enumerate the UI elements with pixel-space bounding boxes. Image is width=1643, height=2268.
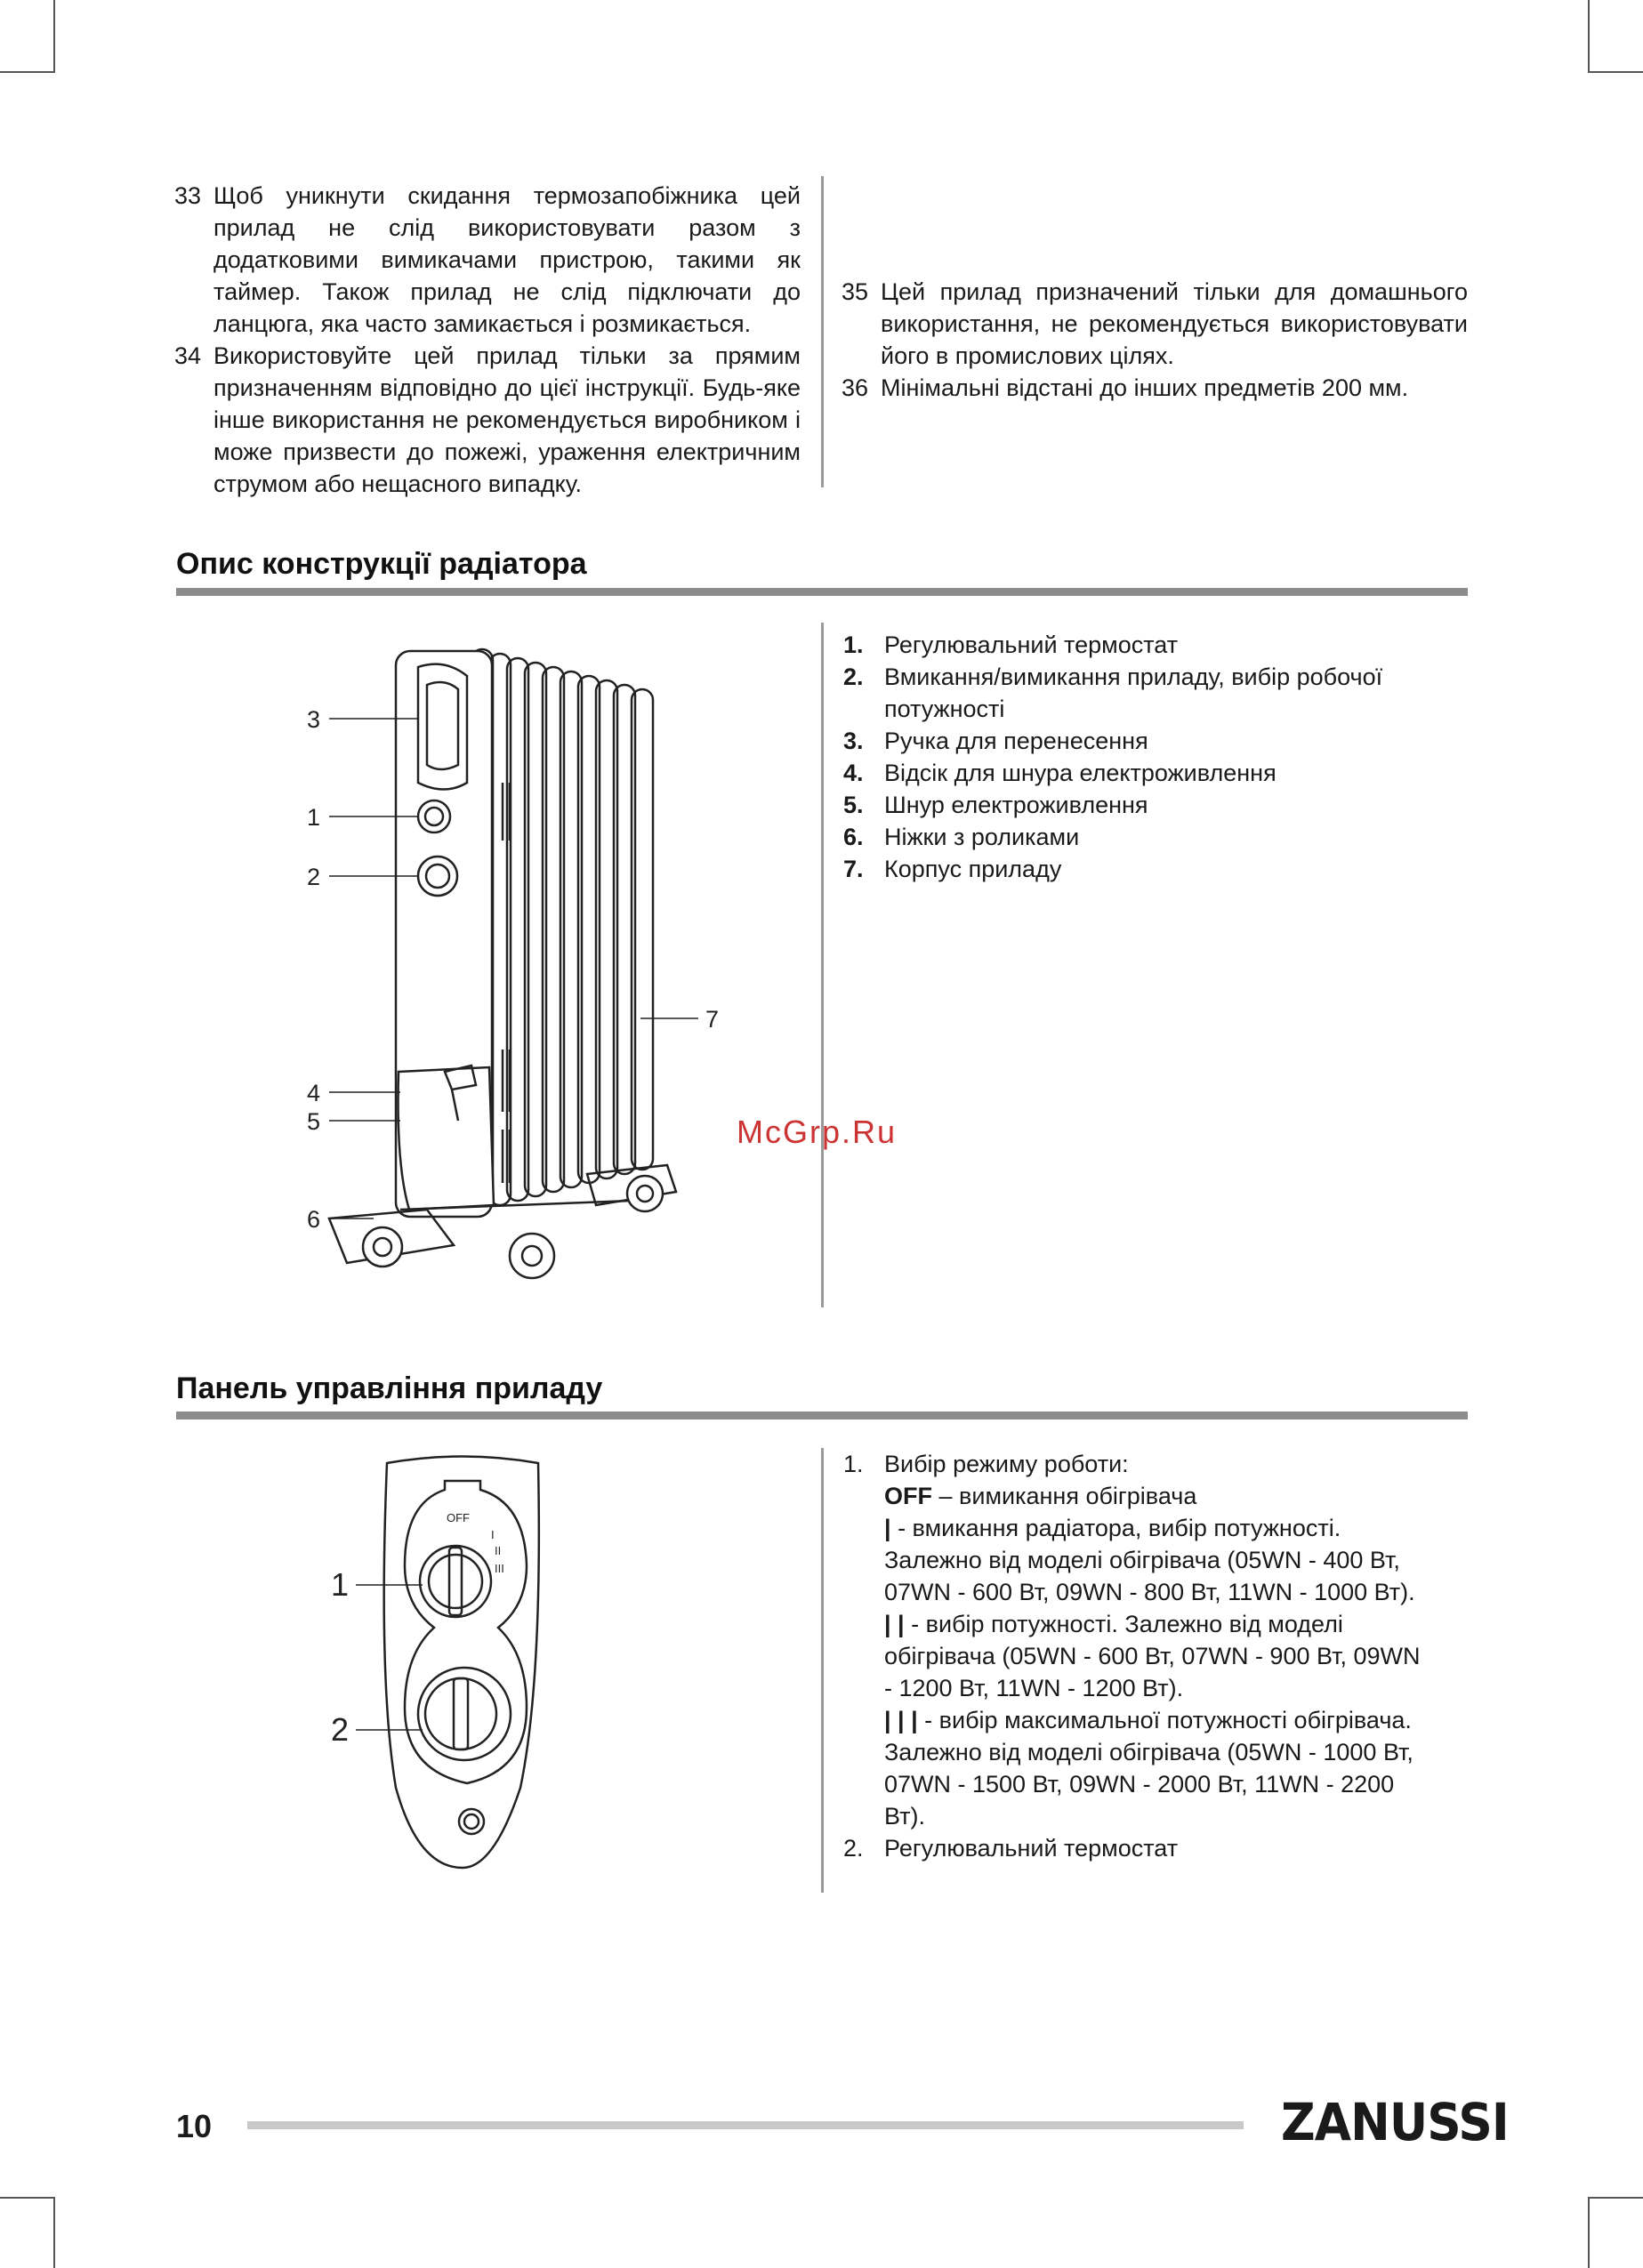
crop-mark — [53, 2197, 55, 2268]
cord-compartment — [399, 1067, 495, 1210]
item-text: Використовуйте цей прилад тільки за прямим призначенням відповідно до цієї інструкції. Будь-яке інше використання не рекомендується виробником і може призвести до пожежі, ураження електричним струмом або нещасного випадку. — [213, 342, 801, 497]
crop-mark — [53, 0, 55, 71]
caster-wheel — [627, 1176, 663, 1211]
section-title-radiator: Опис конструкції радіатора — [176, 547, 587, 581]
item-number: 36 — [842, 374, 869, 401]
safety-item-36 — [842, 372, 1468, 404]
control-list — [843, 1448, 1430, 1864]
label-1: 1 — [307, 804, 321, 831]
section-title-control-panel: Панель управління приладу — [176, 1371, 603, 1405]
radiator-fins — [471, 649, 653, 1210]
safety-item-34 — [174, 340, 801, 500]
item-number: 34 — [174, 342, 202, 369]
crop-mark — [0, 2197, 55, 2199]
label-1: 1 — [331, 1566, 350, 1603]
item-text: Цей прилад призначений тільки для домашнього використання, не рекомендується використовувати його в промислових цілях. — [881, 278, 1468, 369]
column-divider — [821, 1448, 824, 1893]
safety-item-35 — [842, 276, 1468, 372]
safety-column-right — [842, 276, 1468, 404]
watermark: McGrp.Ru — [737, 1114, 898, 1150]
safety-item-33 — [174, 180, 801, 340]
crop-mark — [1588, 71, 1643, 73]
list-item: 4. Відсік для шнура електроживлення — [843, 760, 1277, 786]
list-item: 1. Вибір режиму роботи: OFF – вимикання обігрівача | - вмикання радіатора, вибір потужності. Залежно від моделі обігрівача (05WN - 400 Вт, 07WN - 600 Вт, 09WN - 800 Вт, 11WN - 1000 Вт). | | - вибір потужності. Залежно від моделі обігрівача (05WN - 600 Вт, 07WN - 900 Вт, 09WN - 1200 Вт, 11WN - 1200 Вт). | | | - вибір максимальної потужності обігрівача. Залежно від моделі обігрівача (05WN - 1000 Вт, 07WN - 1500 Вт, 09WN - 2000 Вт, 11WN - 2200 Вт). — [843, 1451, 1421, 1830]
mode-knob — [420, 1546, 491, 1617]
crop-mark — [1588, 2197, 1643, 2199]
column-divider — [821, 176, 824, 487]
label-2: 2 — [331, 1711, 350, 1748]
safety-column-left — [174, 180, 801, 500]
crop-mark — [0, 71, 55, 73]
caster-wheel — [363, 1227, 402, 1267]
label-7: 7 — [705, 1006, 720, 1033]
item-text: Мінімальні відстані до інших предметів 200 мм. — [881, 374, 1409, 401]
item-number: 33 — [174, 182, 202, 209]
list-item: 7. Корпус приладу — [843, 856, 1062, 882]
label-6: 6 — [307, 1206, 321, 1233]
dial-recess — [405, 1481, 527, 1783]
brand-logo: ZANUSSI — [1281, 2092, 1509, 2152]
control-panel-illustration — [320, 1450, 552, 1886]
item-text: Щоб уникнути скидання термозапобіжника цей прилад не слід використовувати разом з додатковими вимикачами пристрою, такими як таймер. Також прилад не слід підключати до ланцюга, яка часто замикається і розмикається. — [213, 182, 801, 337]
footer-rule — [247, 2121, 1244, 2129]
dial-mark-off: OFF — [447, 1511, 470, 1524]
list-item: 6. Ніжки з роликами — [843, 824, 1080, 850]
indicator-light — [459, 1809, 484, 1834]
item-number: 35 — [842, 278, 869, 305]
dial-mark-1: I — [491, 1528, 495, 1541]
label-3: 3 — [307, 706, 321, 733]
list-item: 3. Ручка для перенесення — [843, 728, 1148, 754]
list-item: 2. Вмикання/вимикання приладу, вибір робочої потужності — [843, 664, 1383, 722]
section-rule — [176, 1411, 1468, 1420]
list-item: 2. Регулювальний термостат — [843, 1835, 1179, 1862]
list-item: 5. Шнур електроживлення — [843, 792, 1148, 818]
crop-mark — [1588, 2197, 1590, 2268]
page-number: 10 — [176, 2108, 213, 2144]
section-rule — [176, 588, 1468, 596]
crop-mark — [1588, 0, 1590, 71]
dial-mark-2: II — [495, 1544, 502, 1557]
caster-wheel — [510, 1234, 554, 1278]
label-5: 5 — [307, 1108, 321, 1135]
parts-list — [843, 629, 1466, 885]
dial-mark-3: III — [495, 1562, 504, 1575]
label-4: 4 — [307, 1080, 321, 1106]
list-item: 1. Регулювальний термостат — [843, 631, 1179, 658]
label-2: 2 — [307, 864, 321, 890]
radiator-illustration — [294, 631, 738, 1307]
column-divider — [821, 623, 824, 1307]
